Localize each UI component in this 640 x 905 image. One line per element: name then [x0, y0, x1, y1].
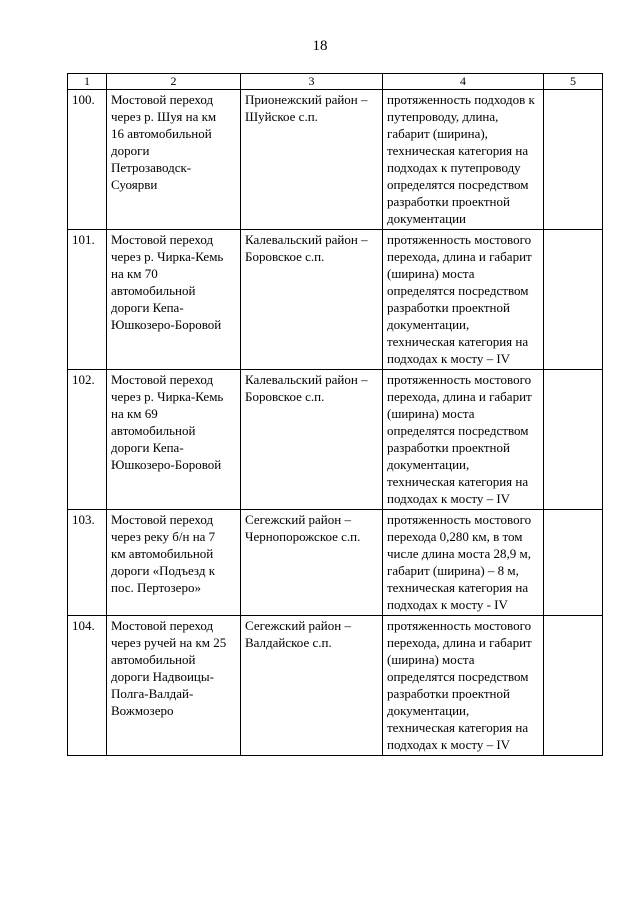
object-name-text: Мостовой переход через р. Чирка-Кемь на км 70 автомобильной дороги Кепа- Юшкозеро-Боровой	[111, 232, 224, 332]
table-row	[68, 90, 603, 230]
object-name	[107, 230, 241, 370]
object-name-text: Мостовой переход через р. Чирка-Кемь на км 69 автомобильной дороги Кепа- Юшкозеро-Боровой	[111, 372, 224, 472]
object-description	[383, 90, 544, 230]
object-location-text: Прионежский район – Шуйское с.п.	[245, 92, 368, 124]
object-name-text: Мостовой переход через р. Шуя на км 16 автомобильной дороги Петрозаводск- Суоярви	[111, 92, 217, 192]
objects-table	[67, 73, 603, 756]
object-description	[383, 370, 544, 510]
column-header: 5	[544, 74, 603, 90]
object-description-text: протяженность мостового перехода, длина и габарит (ширина) моста определятся посредством разработки проектной документации, техническая категория на подходах к мосту – IV	[387, 232, 532, 366]
row-number: 104.	[68, 616, 107, 756]
page-number: 18	[312, 38, 328, 54]
object-description-text: протяженность подходов к путепроводу, длина, габарит (ширина), техническая категория на подходах к путепроводу определятся посредством разработки проектной документации	[387, 92, 535, 226]
object-location-text: Сегежский район – Чернопорожское с.п.	[245, 512, 361, 544]
column-header: 3	[241, 74, 383, 90]
object-description-text: протяженность мостового перехода 0,280 км, в том числе длина моста 28,9 м, габарит (ширина) – 8 м, техническая категория на подходах к мосту - IV	[387, 512, 532, 612]
object-note	[544, 510, 603, 616]
row-number: 102.	[68, 370, 107, 510]
object-location-text: Сегежский район – Валдайское с.п.	[245, 618, 351, 650]
column-header: 1	[68, 74, 107, 90]
table-row	[68, 510, 603, 616]
object-location-text: Калевальский район – Боровское с.п.	[245, 372, 368, 404]
row-number: 103.	[68, 510, 107, 616]
object-description	[383, 510, 544, 616]
table-body	[68, 90, 603, 756]
object-location	[241, 230, 383, 370]
object-note	[544, 90, 603, 230]
row-number: 101.	[68, 230, 107, 370]
column-header: 2	[107, 74, 241, 90]
table-row	[68, 616, 603, 756]
object-description-text: протяженность мостового перехода, длина и габарит (ширина) моста определятся посредством разработки проектной документации, техническая категория на подходах к мосту – IV	[387, 618, 532, 752]
table-row	[68, 370, 603, 510]
object-location	[241, 370, 383, 510]
object-note	[544, 370, 603, 510]
row-number: 100.	[68, 90, 107, 230]
object-name	[107, 90, 241, 230]
object-location-text: Калевальский район – Боровское с.п.	[245, 232, 368, 264]
object-name-text: Мостовой переход через реку б/н на 7 км автомобильной дороги «Подъезд к пос. Пертозеро»	[111, 512, 216, 595]
column-header: 4	[383, 74, 544, 90]
object-name	[107, 510, 241, 616]
object-name	[107, 616, 241, 756]
object-description-text: протяженность мостового перехода, длина и габарит (ширина) моста определятся посредством разработки проектной документации, техническая категория на подходах к мосту – IV	[387, 372, 532, 506]
table-header	[68, 74, 603, 90]
table-row	[68, 230, 603, 370]
object-name-text: Мостовой переход через ручей на км 25 автомобильной дороги Надвоицы- Полга-Валдай- Вожмозеро	[111, 618, 227, 718]
object-note	[544, 616, 603, 756]
object-location	[241, 616, 383, 756]
object-note	[544, 230, 603, 370]
object-location	[241, 90, 383, 230]
object-location	[241, 510, 383, 616]
object-name	[107, 370, 241, 510]
header-row	[68, 74, 603, 90]
object-description	[383, 616, 544, 756]
object-description	[383, 230, 544, 370]
